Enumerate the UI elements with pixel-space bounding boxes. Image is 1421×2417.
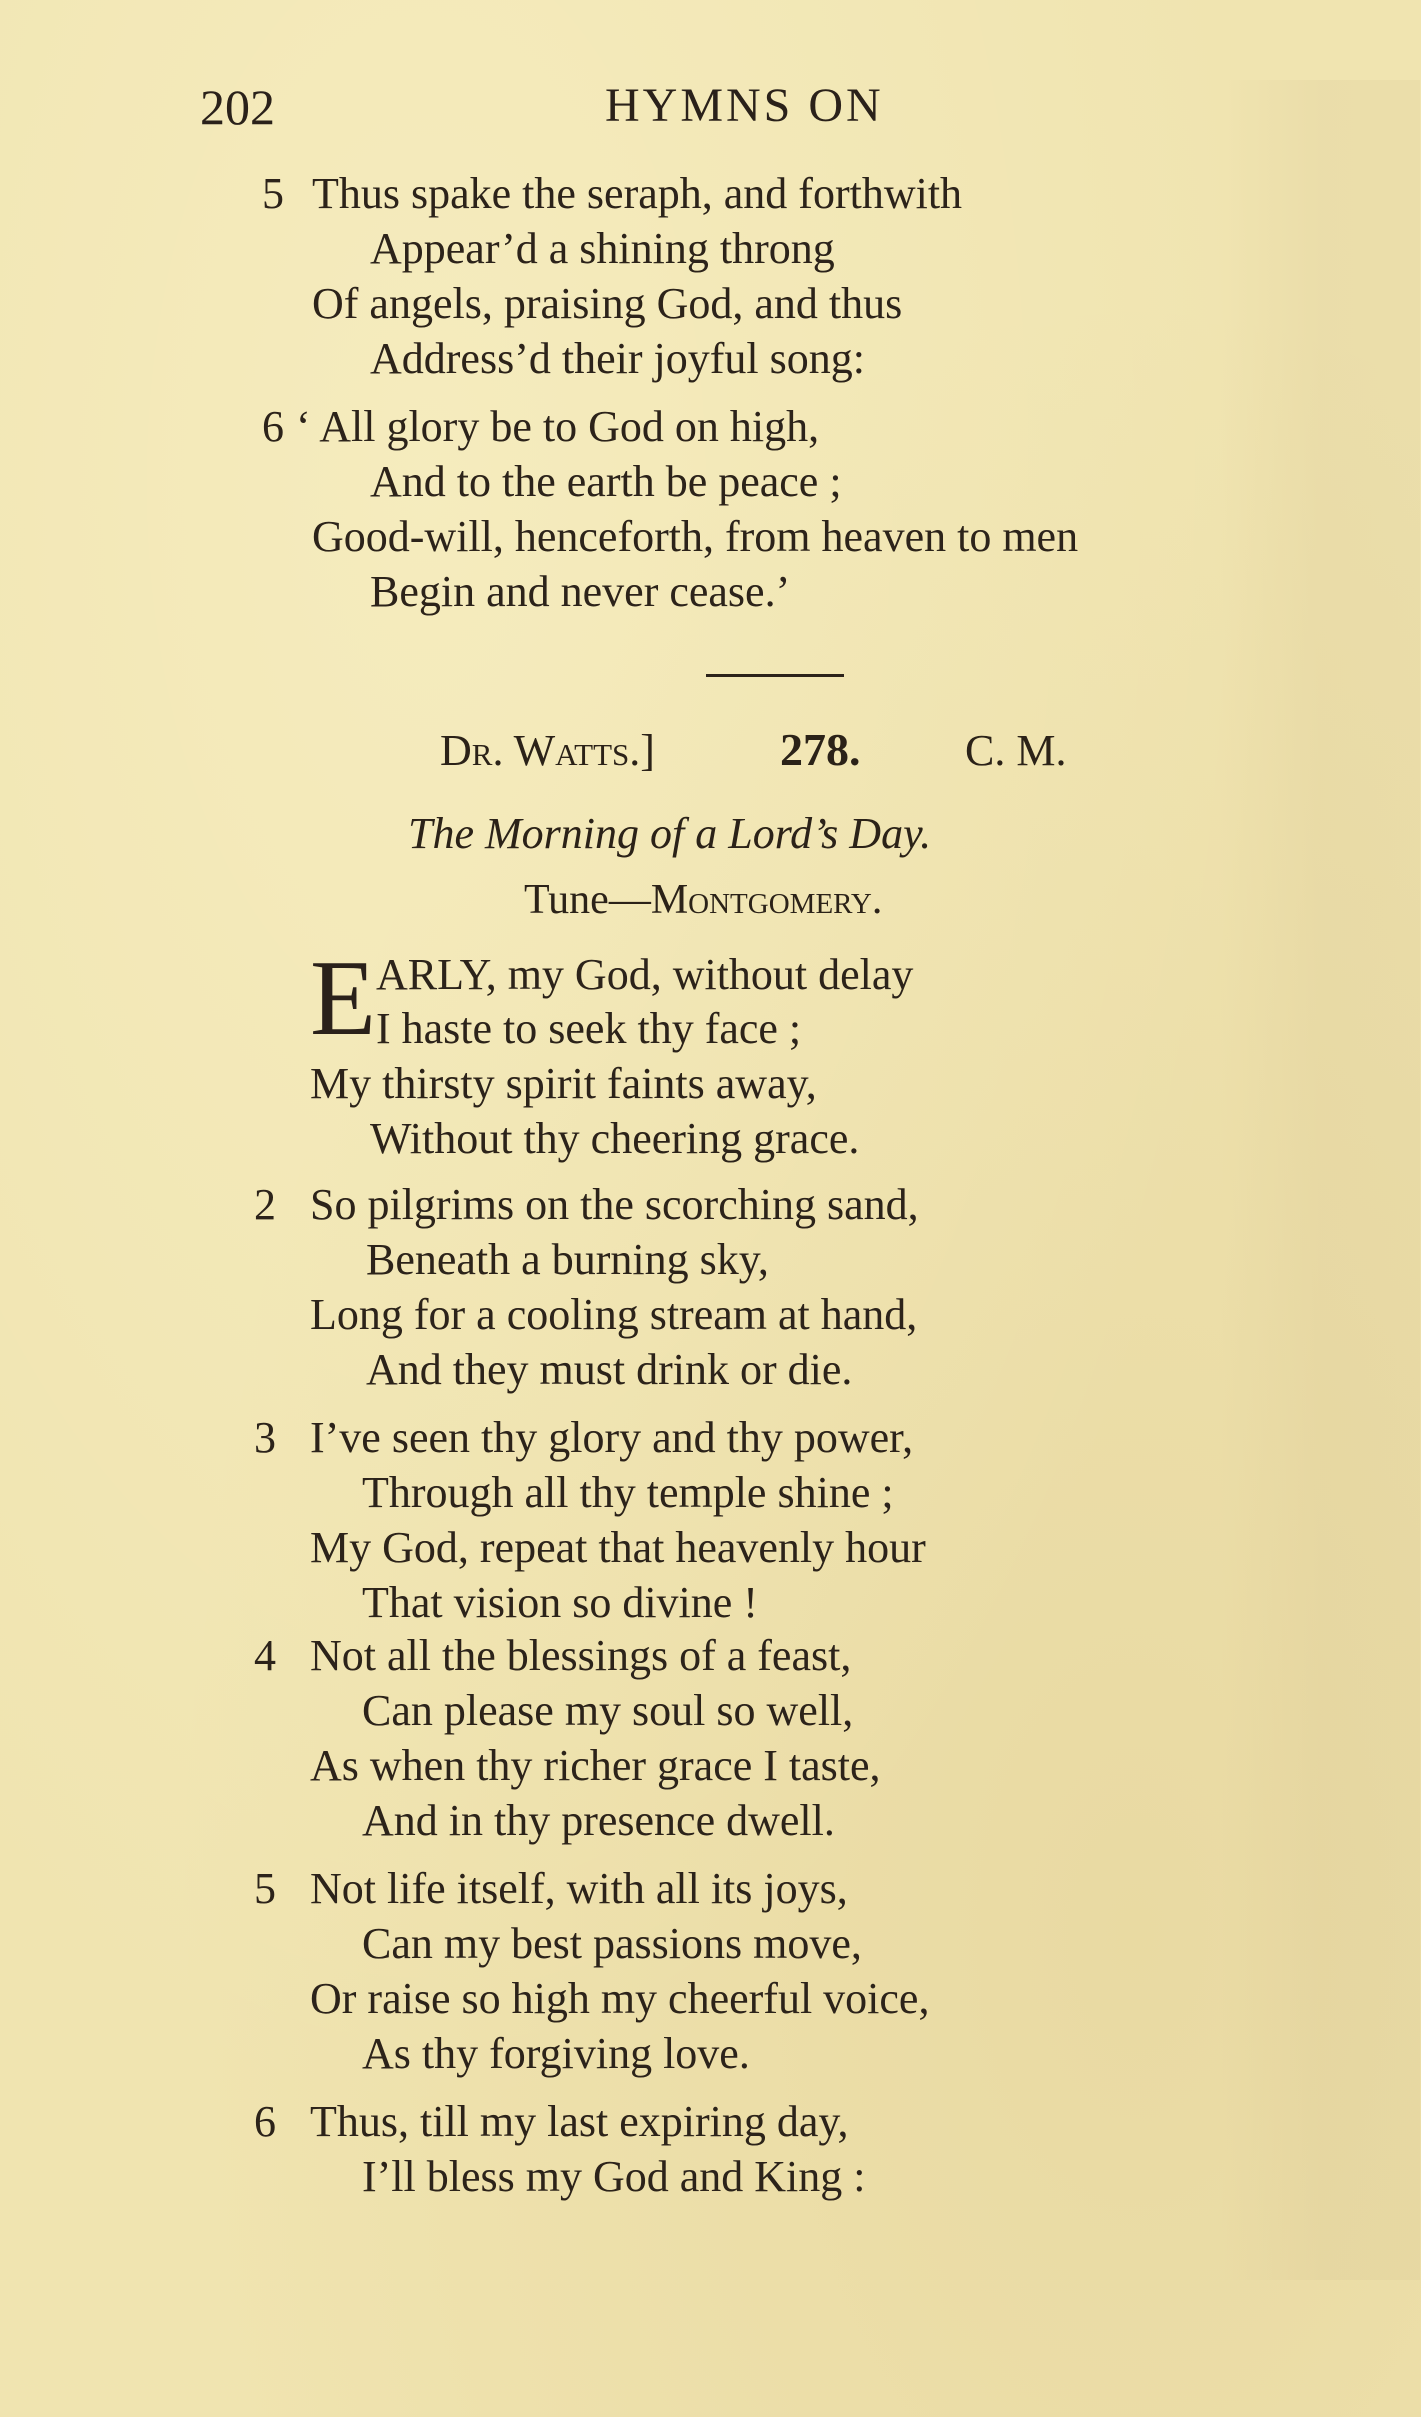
drop-cap: E: [310, 939, 376, 1058]
verse-line: My thirsty spirit faints away,: [310, 1059, 817, 1108]
verse-line: I’ve seen thy glory and thy power,: [310, 1413, 914, 1462]
verse-line: Thus spake the seraph, and forthwith: [312, 169, 963, 218]
verse-number: 5: [262, 169, 284, 218]
verse-line: ARLY, my God, without delay: [376, 950, 914, 999]
hymn-title: The Morning of a Lord’s Day.: [408, 809, 932, 858]
verse-line: And they must drink or die.: [366, 1345, 853, 1394]
show-through-text: [1220, 80, 1420, 2280]
verse-line: Can please my soul so well,: [362, 1686, 854, 1735]
verse-line: As thy forgiving love.: [362, 2029, 750, 2078]
verse-number: 6: [262, 402, 284, 451]
verse-line: Through all thy temple shine ;: [362, 1468, 894, 1517]
verse-line: Thus, till my last expiring day,: [310, 2097, 849, 2146]
verse-line: Long for a cooling stream at hand,: [310, 1290, 918, 1339]
verse-line: Appear’d a shining throng: [370, 224, 835, 273]
verse-line: Not all the blessings of a feast,: [310, 1631, 852, 1680]
verse-line: And to the earth be peace ;: [370, 457, 842, 506]
hymn-author: Dr. Watts.]: [440, 726, 655, 775]
tune-label: Tune—: [524, 877, 651, 923]
verse-line: Good-will, henceforth, from heaven to men: [312, 512, 1079, 561]
verse-number: 4: [254, 1631, 276, 1680]
verse-number: 2: [254, 1180, 276, 1229]
verse-line: Of angels, praising God, and thus: [312, 279, 903, 328]
section-divider: [706, 674, 844, 677]
verse-line: ‘ All glory be to God on high,: [296, 402, 820, 451]
hymn-heading: [0, 725, 1421, 785]
verse-number: 3: [254, 1413, 276, 1462]
verse-line: My God, repeat that heavenly hour: [310, 1523, 926, 1572]
hymn-number: 278.: [780, 724, 861, 775]
verse-line: So pilgrims on the scorching sand,: [310, 1180, 919, 1229]
verse-line: As when thy richer grace I taste,: [310, 1741, 881, 1790]
verse-line: Without thy cheering grace.: [370, 1114, 860, 1163]
verse-line: Begin and never cease.’: [370, 567, 791, 616]
verse-number: 6: [254, 2097, 276, 2146]
running-head: HYMNS ON: [605, 79, 884, 132]
page-number: 202: [200, 79, 275, 135]
verse-line: And in thy presence dwell.: [362, 1796, 835, 1845]
page-header: [0, 78, 1421, 138]
verse-line: That vision so divine !: [362, 1578, 758, 1627]
hymn-tune: [524, 876, 882, 924]
verse-line: Or raise so high my cheerful voice,: [310, 1974, 930, 2023]
tune-name: Montgomery.: [650, 877, 883, 923]
verse-line: I haste to seek thy face ;: [376, 1004, 802, 1053]
verse-line: Not life itself, with all its joys,: [310, 1864, 848, 1913]
verse-line: Can my best passions move,: [362, 1919, 862, 1968]
verse-line: Address’d their joyful song:: [370, 334, 865, 383]
hymn-meter: C. M.: [965, 726, 1067, 775]
verse-number: 5: [254, 1864, 276, 1913]
verse-line: Beneath a burning sky,: [366, 1235, 769, 1284]
verse-line: I’ll bless my God and King :: [362, 2152, 866, 2201]
